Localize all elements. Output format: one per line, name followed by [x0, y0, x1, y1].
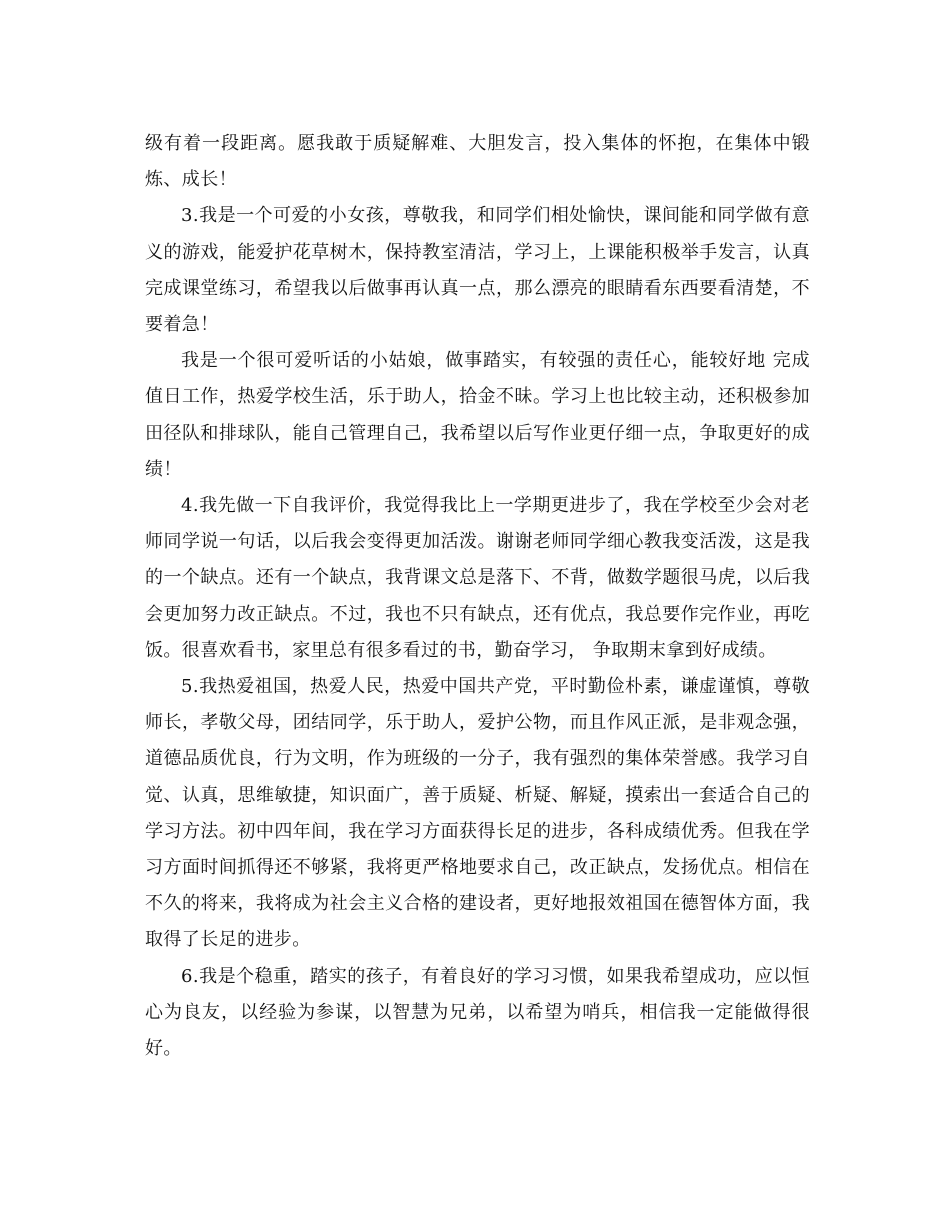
- paragraph-5: 5.我热爱祖国，热爱人民，热爱中国共产党，平时勤俭朴素，谦虚谨慎，尊敬师长，孝敬父母，团结同学，乐于助人，爱护公物，而且作风正派，是非观念强，道德品质优良，行为文明，作为班级的一分子，我有强烈的集体荣誉感。我学习自觉、认真，思维敏捷，知识面广，善于质疑、析疑、解疑，摸索出一套适合自己的学习方法。初中四年间，我在学习方面获得长足的进步，各科成绩优秀。但我在学习方面时间抓得还不够紧，我将更严格地要求自己，改正缺点，发扬优点。相信在不久的将来，我将成为社会主义合格的建设者，更好地报效祖国在德智体方面，我取得了长足的进步。: [145, 676, 810, 951]
- paragraph-3: 3.我是一个可爱的小女孩，尊敬我，和同学们相处愉快，课间能和同学做有意义的游戏，能爱护花草树木，保持教室清洁，学习上，上课能积极举手发言，认真完成课堂练习，希望我以后做事再认真一点，那么漂亮的眼睛看东西要看清楚，不要着急！: [145, 205, 810, 336]
- paragraph-3-followup: 我是一个很可爱听话的小姑娘，做事踏实，有较强的责任心，能较好地 完成值日工作，热爱学校生活，乐于助人，拾金不昧。学习上也比较主动，还积极参加田径队和排球队，能自己管理自己，我希望以后写作业更仔细一点，争取更好的成绩！: [145, 350, 810, 480]
- paragraph-4: 4.我先做一下自我评价，我觉得我比上一学期更进步了，我在学校至少会对老师同学说一句话，以后我会变得更加活泼。谢谢老师同学细心教我变活泼，这是我的一个缺点。还有一个缺点，我背课文总是落下、不背，做数学题很马虎，以后我会更加努力改正缺点。不过，我也不只有缺点，还有优点，我总要作完作业，再吃饭。很喜欢看书，家里总有很多看过的书，勤奋学习， 争取期末拿到好成绩。: [145, 495, 810, 661]
- document-body: [145, 126, 810, 1067]
- paragraph-6: 6.我是个稳重，踏实的孩子，有着良好的学习习惯，如果我希望成功，应以恒心为良友，以经验为参谋，以智慧为兄弟，以希望为哨兵，相信我一定能做得很好。: [145, 965, 810, 1060]
- paragraph-continuation: 级有着一段距离。愿我敢于质疑解难、大胆发言，投入集体的怀抱，在集体中锻炼、成长！: [145, 133, 810, 191]
